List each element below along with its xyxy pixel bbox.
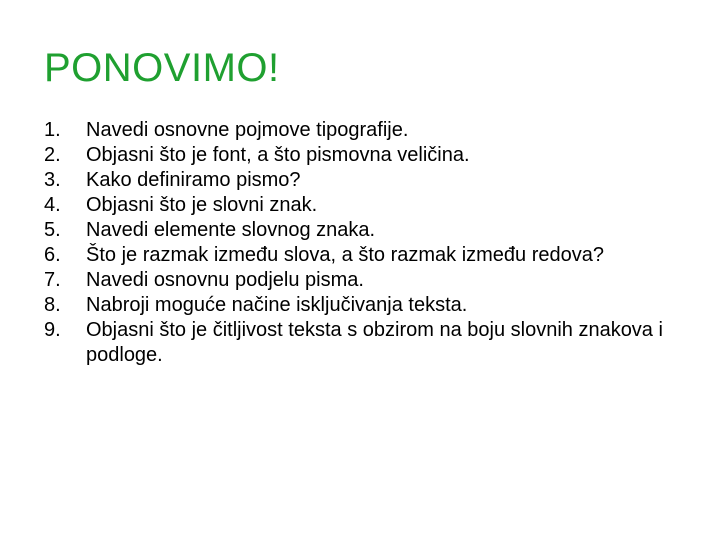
item-number: 7.	[44, 269, 61, 291]
item-text: Nabroji moguće načine isključivanja teksta.	[86, 294, 468, 316]
item-text: Objasni što je slovni znak.	[86, 194, 318, 216]
item-text: Objasni što je font, a što pismovna veličina.	[86, 144, 470, 166]
list-item	[44, 193, 664, 218]
item-number: 8.	[44, 294, 61, 316]
item-number: 1.	[44, 119, 61, 141]
item-text: Navedi elemente slovnog znaka.	[86, 219, 376, 241]
slide-title: PONOVIMO!	[44, 46, 280, 90]
item-number: 2.	[44, 144, 61, 166]
item-text: Kako definiramo pismo?	[86, 169, 301, 191]
item-number: 6.	[44, 244, 61, 266]
list-item	[44, 293, 664, 318]
list-item	[44, 143, 664, 168]
item-text: Što je razmak između slova, a što razmak između redova?	[86, 244, 604, 266]
item-text: Objasni što je čitljivost teksta s obzirom na boju slovnih znakova i podloge.	[86, 319, 663, 366]
item-number: 9.	[44, 319, 61, 341]
item-text: Navedi osnovne pojmove tipografije.	[86, 119, 409, 141]
list-item	[44, 243, 664, 268]
list-item	[44, 168, 664, 193]
list-item	[44, 218, 664, 243]
item-number: 3.	[44, 169, 61, 191]
item-number: 4.	[44, 194, 61, 216]
question-list	[44, 118, 664, 368]
list-item	[44, 318, 664, 368]
list-item	[44, 268, 664, 293]
item-number: 5.	[44, 219, 61, 241]
list-item	[44, 118, 664, 143]
item-text: Navedi osnovnu podjelu pisma.	[86, 269, 364, 291]
